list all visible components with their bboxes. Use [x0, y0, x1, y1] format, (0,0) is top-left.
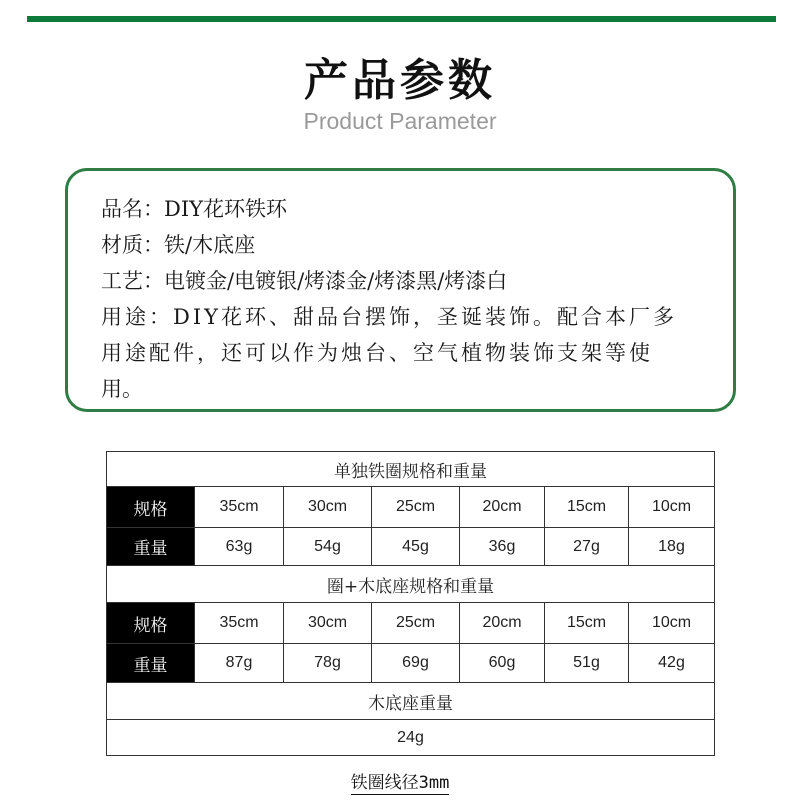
section-title-base: 木底座重量: [107, 683, 715, 720]
size-cell: 10cm: [629, 603, 715, 644]
spec-table: [106, 451, 715, 756]
weight-cell: 63g: [195, 528, 284, 566]
param-usage-line-3: 用。: [101, 377, 143, 401]
parameter-box: [65, 168, 736, 412]
size-cell: 35cm: [195, 487, 284, 528]
size-cell: 30cm: [284, 487, 372, 528]
footnote: [0, 768, 800, 793]
size-cell: 15cm: [545, 487, 629, 528]
size-cell: 35cm: [195, 603, 284, 644]
weight-cell: 78g: [284, 644, 372, 683]
table-row: [107, 528, 715, 566]
page-subtitle: Product Parameter: [303, 108, 497, 134]
size-cell: 15cm: [545, 603, 629, 644]
page-title: 产品参数: [304, 55, 496, 106]
weight-cell: 54g: [284, 528, 372, 566]
param-name: 品名：DIY花环铁环: [101, 197, 287, 221]
table-row: [107, 487, 715, 528]
size-cell: 10cm: [629, 487, 715, 528]
base-weight-cell: 24g: [107, 720, 715, 756]
weight-cell: 45g: [372, 528, 460, 566]
weight-cell: 69g: [372, 644, 460, 683]
spec-row-header: 规格: [107, 603, 195, 644]
weight-cell: 87g: [195, 644, 284, 683]
param-usage-line-1: 用途：DIY花环、甜品台摆饰，圣诞装饰。配合本厂多: [101, 305, 677, 329]
weight-cell: 42g: [629, 644, 715, 683]
size-cell: 30cm: [284, 603, 372, 644]
section-title-ring-base: 圈+木底座规格和重量: [107, 566, 715, 603]
weight-cell: 27g: [545, 528, 629, 566]
spec-row-header: 规格: [107, 487, 195, 528]
param-craft: 工艺：电镀金/电镀银/烤漆金/烤漆黑/烤漆白: [101, 269, 508, 293]
weight-cell: 60g: [460, 644, 545, 683]
weight-cell: 18g: [629, 528, 715, 566]
weight-row-header: 重量: [107, 528, 195, 566]
size-cell: 20cm: [460, 603, 545, 644]
param-material: 材质：铁/木底座: [101, 233, 256, 257]
wire-diameter-note: 铁圈线径3mm: [350, 773, 450, 793]
weight-row-header: 重量: [107, 644, 195, 683]
size-cell: 25cm: [372, 487, 460, 528]
section-title-ring: 单独铁圈规格和重量: [107, 452, 715, 487]
weight-cell: 36g: [460, 528, 545, 566]
size-cell: 20cm: [460, 487, 545, 528]
table-row: [107, 644, 715, 683]
top-accent-bar: [27, 16, 776, 22]
weight-cell: 51g: [545, 644, 629, 683]
size-cell: 25cm: [372, 603, 460, 644]
param-usage-line-2: 用途配件，还可以作为烛台、空气植物装饰支架等使: [101, 341, 653, 365]
table-row: [107, 603, 715, 644]
